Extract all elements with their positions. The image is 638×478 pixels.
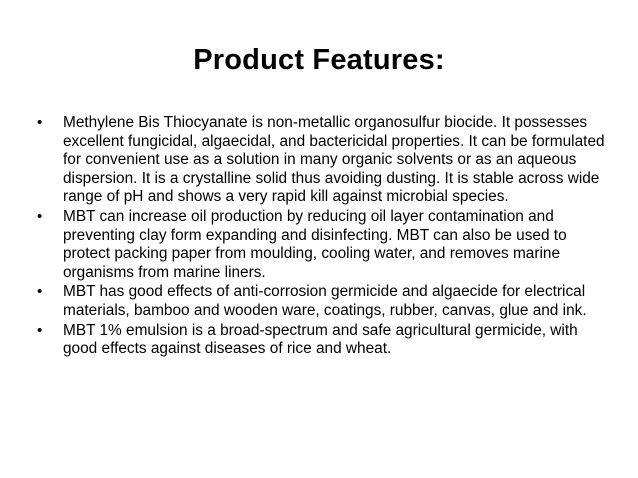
bullet-dot-icon: •	[37, 114, 43, 131]
bullet-dot-icon: •	[37, 207, 43, 225]
bullet-item	[37, 208, 607, 282]
bullet-item	[37, 114, 607, 207]
bullet-text: MBT can increase oil production by reducing oil layer contamination and preventing clay form expanding and disinfecting. MBT can also be used to protect packing paper from moulding, cooling water, and removes marine organisms from marine liners.	[63, 207, 567, 281]
bullet-text: MBT 1% emulsion is a broad-spectrum and safe agricultural germicide, with good effects against diseases of rice and wheat.	[63, 321, 578, 358]
bullet-dot-icon: •	[37, 321, 43, 339]
bullet-item	[37, 283, 607, 320]
bullet-dot-icon: •	[37, 283, 43, 301]
slide-title: Product Features:	[193, 44, 445, 76]
bullet-list	[37, 114, 607, 360]
bullet-text: MBT has good effects of anti-corrosion germicide and algaecide for electrical materials, bamboo and wooden ware, coatings, rubber, canvas, glue and ink.	[63, 283, 587, 319]
bullet-item	[37, 322, 607, 359]
bullet-text: Methylene Bis Thiocyanate is non-metallic organosulfur biocide. It possesses excellent fungicidal, algaecidal, and bactericidal properties. It can be formulated for convenient use as a solution in many organic solvents or as an aqueous dispersion. It is a crystalline solid thus avoiding dusting. It is stable across wide range of pH and shows a very rapid kill against microbial species.	[63, 114, 605, 206]
